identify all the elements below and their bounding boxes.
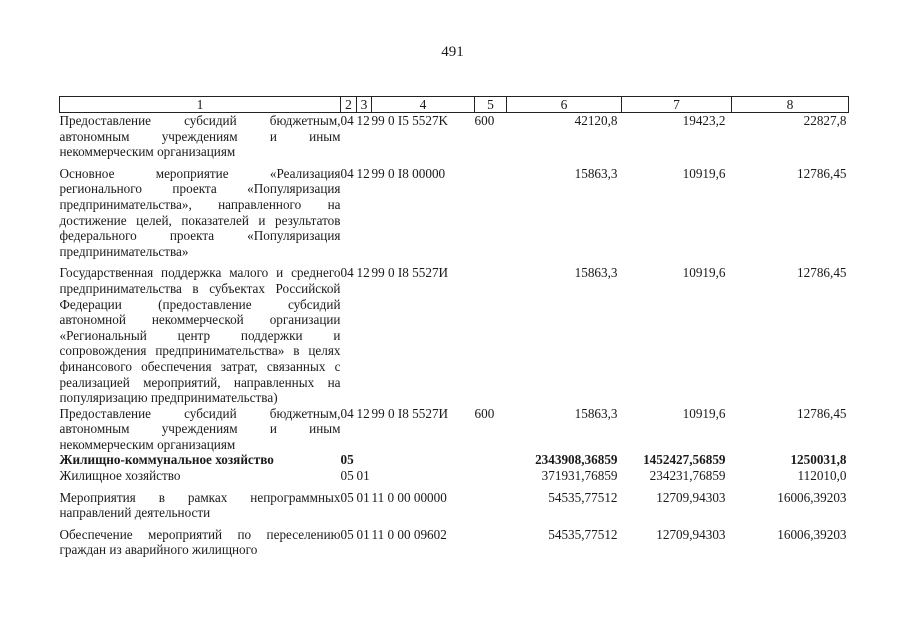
- amount-col6-cell: 15863,3: [574, 405, 618, 421]
- expense-type-cell: [475, 160, 507, 260]
- amount-col8-cell: 12786,45: [797, 165, 847, 181]
- column-header: 3: [357, 97, 372, 113]
- expense-type-cell: 600: [474, 113, 495, 128]
- expense-type-cell: [475, 468, 507, 484]
- amount-col7-cell: 19423,2: [682, 113, 726, 128]
- subsection-code-cell: 01: [356, 489, 370, 505]
- subsection-code-cell: [357, 452, 372, 468]
- target-article-cell: 99 0 I8 5527И: [371, 265, 449, 281]
- target-article-cell: [372, 468, 475, 484]
- amount-col8-cell: 112010,0: [797, 468, 847, 484]
- amount-col6-cell: 15863,3: [574, 265, 618, 281]
- subsection-code-cell: 01: [356, 526, 370, 542]
- amount-col8-cell: 22827,8: [803, 113, 847, 128]
- amount-col7-cell: 10919,6: [682, 405, 726, 421]
- amount-col7-cell: 10919,6: [682, 265, 726, 281]
- table-row: [60, 452, 849, 468]
- subsection-code-cell: 12: [356, 165, 370, 181]
- amount-col6-cell: 54535,77512: [548, 526, 618, 542]
- row-name-cell: Основное мероприятие «Реализация регионального проекта «Популяризация предпринимательства», направленного на достижение целей, показателей и результатов федерального проекта «Популяризация предпринимательства»: [59, 165, 341, 259]
- target-article-cell: 99 0 I5 5527K: [371, 113, 449, 128]
- row-name-cell: Жилищно-коммунальное хозяйство: [59, 452, 274, 468]
- amount-col7-cell: 10919,6: [682, 165, 726, 181]
- expense-type-cell: 600: [474, 405, 495, 421]
- expense-type-cell: [475, 452, 507, 468]
- expense-type-cell: [475, 259, 507, 405]
- section-code-cell: 05: [340, 468, 354, 484]
- amount-col8-cell: 16006,39203: [777, 489, 847, 505]
- target-article-cell: 99 0 I8 5527И: [371, 405, 449, 421]
- amount-col8-cell: 1250031,8: [790, 452, 847, 468]
- subsection-code-cell: 12: [356, 405, 370, 421]
- amount-col7-cell: 12709,94303: [656, 489, 726, 505]
- target-article-cell: 11 0 00 09602: [371, 526, 447, 542]
- section-code-cell: 05: [340, 526, 354, 542]
- table-row: [60, 521, 849, 558]
- row-name-cell: Мероприятия в рамках непрограммных направлений деятельности: [59, 489, 341, 521]
- column-header: 6: [507, 97, 622, 113]
- expense-type-cell: [475, 521, 507, 558]
- row-name-cell: Обеспечение мероприятий по переселению граждан из аварийного жилищного: [59, 526, 341, 558]
- amount-col6-cell: 54535,77512: [548, 489, 618, 505]
- table-row: [60, 484, 849, 521]
- column-header: 4: [372, 97, 475, 113]
- row-name-cell: Жилищное хозяйство: [59, 468, 181, 484]
- target-article-cell: 99 0 I8 00000: [371, 165, 446, 181]
- column-header: 7: [622, 97, 732, 113]
- section-code-cell: 05: [340, 452, 354, 468]
- budget-table: [59, 96, 849, 558]
- section-code-cell: 04: [340, 113, 354, 128]
- table-row: [60, 406, 849, 453]
- expense-type-cell: [475, 484, 507, 521]
- amount-col7-cell: 12709,94303: [656, 526, 726, 542]
- amount-col6-cell: 15863,3: [574, 165, 618, 181]
- column-header: 8: [732, 97, 849, 113]
- table-header-row: [60, 97, 849, 113]
- column-header: 2: [341, 97, 357, 113]
- row-name-cell: Государственная поддержка малого и среднего предпринимательства в субъектах Российской Федерации (предоставление субсидий автономной некоммерческой организации «Региональный центр поддержки и сопровождения предпринимательства» в целях финансового обеспечения затрат, связанных с реализацией мероприятий, направленных на популяризацию предпринимательства): [59, 265, 341, 406]
- target-article-cell: [372, 452, 475, 468]
- row-name-cell: Предоставление субсидий бюджетным, автономным учреждениям и иным некоммерческим организациям: [59, 113, 341, 160]
- table-body: [60, 113, 849, 559]
- amount-col8-cell: 12786,45: [797, 405, 847, 421]
- table-row: [60, 259, 849, 405]
- table-row: [60, 160, 849, 260]
- amount-col7-cell: 234231,76859: [649, 468, 726, 484]
- section-code-cell: 04: [340, 265, 354, 281]
- row-name-cell: Предоставление субсидий бюджетным, автономным учреждениям и иным некоммерческим организациям: [59, 405, 341, 452]
- column-header: 1: [60, 97, 341, 113]
- subsection-code-cell: 12: [356, 113, 370, 128]
- table-row: [60, 468, 849, 484]
- page-number: 491: [441, 44, 464, 60]
- table-row: [60, 113, 849, 160]
- subsection-code-cell: 01: [356, 468, 370, 484]
- amount-col8-cell: 12786,45: [797, 265, 847, 281]
- amount-col6-cell: 42120,8: [574, 113, 618, 128]
- target-article-cell: 11 0 00 00000: [371, 489, 447, 505]
- column-header: 5: [475, 97, 507, 113]
- amount-col8-cell: 16006,39203: [777, 526, 847, 542]
- section-code-cell: 04: [340, 405, 354, 421]
- amount-col7-cell: 1452427,56859: [643, 452, 726, 468]
- amount-col6-cell: 2343908,36859: [535, 452, 618, 468]
- section-code-cell: 04: [340, 165, 354, 181]
- amount-col6-cell: 371931,76859: [541, 468, 618, 484]
- subsection-code-cell: 12: [356, 265, 370, 281]
- section-code-cell: 05: [340, 489, 354, 505]
